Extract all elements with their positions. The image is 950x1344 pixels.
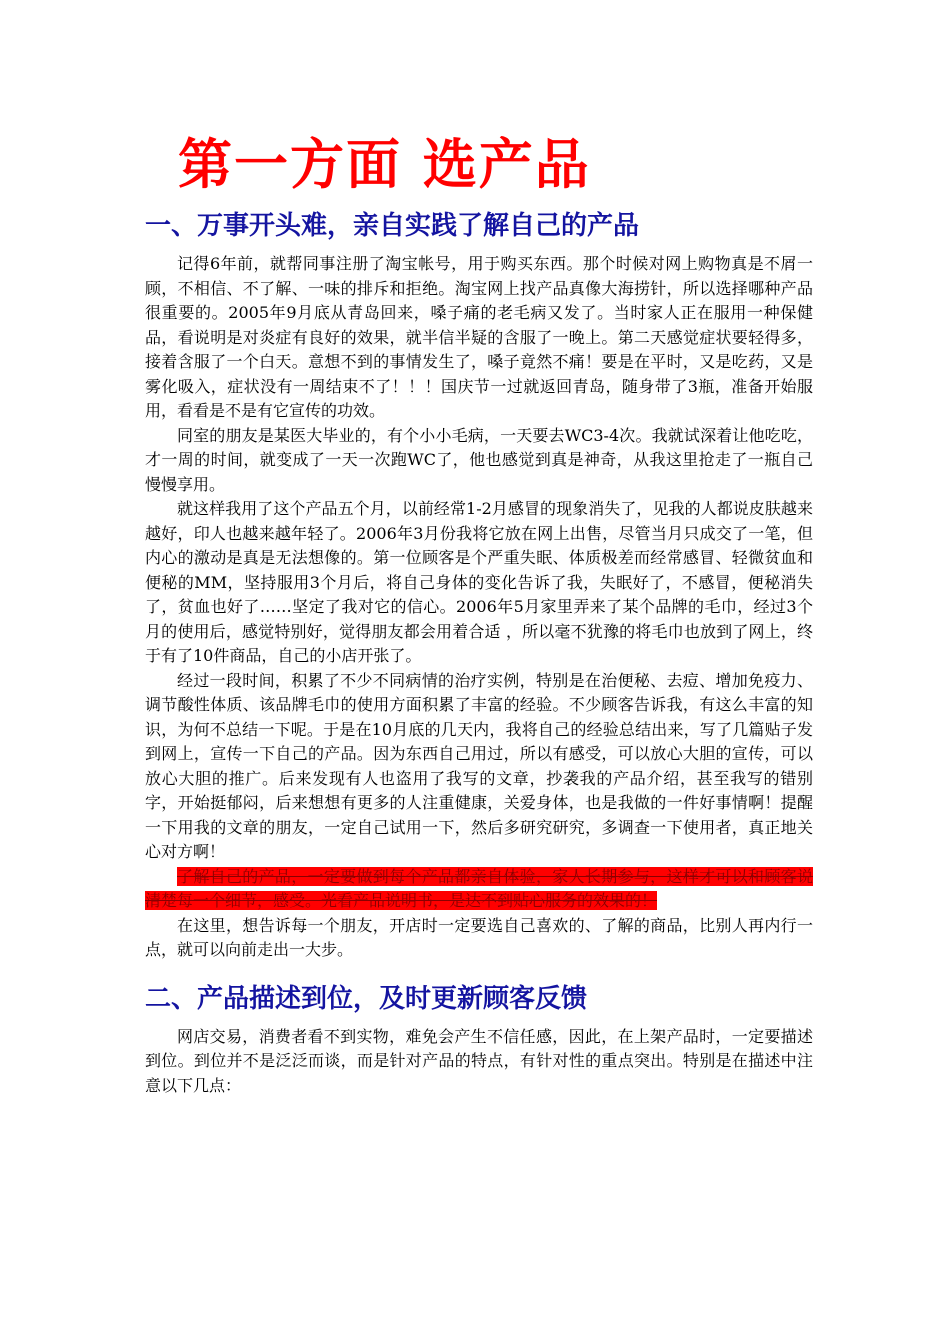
paragraph: 就这样我用了这个产品五个月，以前经常1-2月感冒的现象消失了，见我的人都说皮肤越来越好，印人也越来越年轻了。2006年3月份我将它放在网上出售，尽管当月只成交了一笔，但内心的激动是真是无法想像的。第一位顾客是个严重失眠、体质极差而经常感冒、轻微贫血和便秘的MM，坚持服用3个月后，将自己身体的变化告诉了我，失眠好了，不感冒，便秘消失了，贫血也好了……坚定了我对它的信心。2006年5月家里弄来了某个品牌的毛巾，经过3个月的使用后，感觉特别好，觉得朋友都会用着合适 ，所以毫不犹豫的将毛巾也放到了网上，终于有了10件商品，自己的小店开张了。 [145, 499, 813, 665]
paragraph: 同室的朋友是某医大毕业的，有个小小毛病，一天要去WC3-4次。我就试深着让他吃吃，才一周的时间，就变成了一天一次跑WC了，他也感觉到真是神奇，从我这里抢走了一瓶自己慢慢享用。 [145, 425, 813, 494]
section-heading-2: 二、产品描述到位，及时更新顾客反馈 [145, 983, 588, 1014]
paragraph: 经过一段时间，积累了不少不同病情的治疗实例，特别是在治便秘、去痘、增加免疫力、调节酸性体质、该品牌毛巾的使用方面积累了丰富的经验。不少顾客告诉我，有这么丰富的知识，为何不总结一下呢。于是在10月底的几天内，我将自己的经验总结出来，写了几篇贴子发到网上，宣传一下自己的产品。因为东西自己用过，所以有感受，可以放心大胆的宣传，可以放心大胆的推广。后来发现有人也盗用了我写的文章，抄袭我的产品介绍，甚至我写的错别字，开始挺郁闷，后来想想有更多的人注重健康，关爱身体，也是我做的一件好事情啊！提醒一下用我的文章的朋友，一定自己试用一下，然后多研究研究，多调查一下使用者，真正地关心对方啊！ [145, 670, 813, 861]
paragraph: 网店交易，消费者看不到实物，难免会产生不信任感，因此，在上架产品时，一定要描述到位。到位并不是泛泛而谈，而是针对产品的特点，有针对性的重点突出。特别是在描述中注意以下几点： [145, 1026, 813, 1095]
section-2-body [145, 1025, 813, 1099]
highlighted-note-text: 了解自己的产品，一定要做到每个产品都亲自体验，家人长期参与，这样才可以和顾客说清楚每一个细节，感受。光看产品说明书，是达不到贴心服务的效果的！ [145, 866, 813, 910]
closing-paragraph: 在这里，想告诉每一个朋友，开店时一定要选自己喜欢的、了解的商品，比别人再内行一点，就可以向前走出一大步。 [145, 915, 813, 959]
highlighted-note [145, 865, 813, 914]
section-heading-1: 一、万事开头难，亲自实践了解自己的产品 [145, 211, 640, 241]
section-1-body [145, 252, 813, 963]
document-page [145, 128, 813, 1098]
page-title: 第一方面 选产品 [178, 132, 591, 196]
paragraph: 记得6年前，就帮同事注册了淘宝帐号，用于购买东西。那个时候对网上购物真是不屑一顾，不相信、不了解、一味的排斥和拒绝。淘宝网上找产品真像大海捞针，所以选择哪种产品很重要的。2005年9月底从青岛回来，嗓子痛的老毛病又发了。当时家人正在服用一种保健品，看说明是对炎症有良好的效果，就半信半疑的含服了一晚上。第二天感觉症状要轻得多，接着含服了一个白天。意想不到的事情发生了，嗓子竟然不痛！要是在平时，又是吃药，又是雾化吸入，症状没有一周结束不了！！！国庆节一过就返回青岛，随身带了3瓶，准备开始服用，看看是不是有它宣传的功效。 [145, 254, 813, 420]
